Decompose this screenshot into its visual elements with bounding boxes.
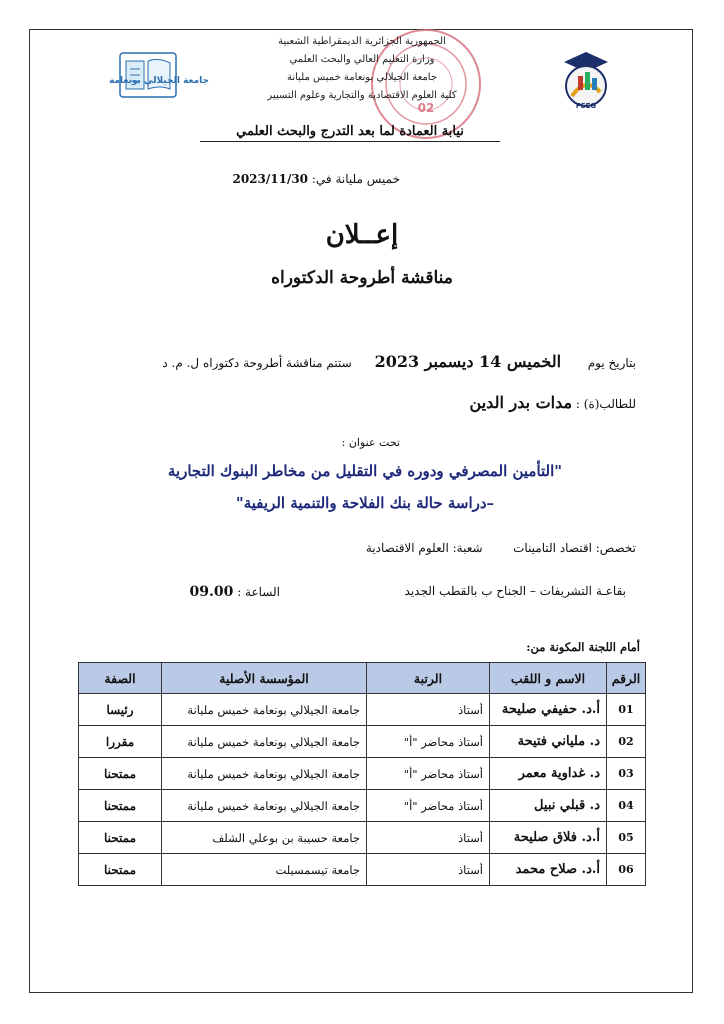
member-number: 06	[607, 854, 646, 886]
place-date-label: خميس مليانة في:	[311, 172, 400, 186]
member-rank: أستاذ	[367, 854, 490, 886]
member-role: ممتحنا	[79, 822, 162, 854]
member-number: 02	[607, 726, 646, 758]
page-subtitle: مناقشة أطروحة الدكتوراه	[271, 268, 453, 288]
branch-label: شعبة:	[452, 541, 483, 555]
place-date	[150, 172, 400, 186]
header-rank: الرتبة	[367, 663, 490, 694]
time-label: الساعة :	[237, 585, 280, 599]
place-date-value: 2023/11/30	[232, 172, 309, 186]
header-ministry: وزارة التعليم العالي والبحث العلمي	[289, 54, 435, 65]
member-number: 01	[607, 694, 646, 726]
specialty-label: تخصص:	[595, 541, 636, 555]
member-role: ممتحنا	[79, 758, 162, 790]
member-rank: أستاذ محاضر "أ"	[367, 758, 490, 790]
faculty-logo	[558, 46, 614, 112]
table-row	[79, 790, 646, 822]
member-name: أ.د. صلاح محمد	[490, 854, 607, 886]
member-name: د. ملياني فتيحة	[490, 726, 607, 758]
member-institution: جامعة الجيلالي بونعامة خميس مليانة	[162, 726, 367, 758]
member-number: 03	[607, 758, 646, 790]
member-name: د. قبلي نبيل	[490, 790, 607, 822]
defense-day: الخميس 14 ديسمبر 2023	[374, 352, 562, 371]
header-name: الاسم و اللقب	[490, 663, 607, 694]
member-role: رئيسا	[79, 694, 162, 726]
member-institution: جامعة الجيلالي بونعامة خميس مليانة	[162, 758, 367, 790]
dean-office-title: نيابة العمادة لما بعد التدرج والبحث العلمي	[200, 124, 500, 142]
member-name: د. غداوية معمر	[490, 758, 607, 790]
specialty-line	[300, 541, 636, 555]
student-name: مدات بدر الدين	[469, 393, 573, 412]
header-institution: المؤسسة الأصلية	[162, 663, 367, 694]
committee-header-row	[79, 663, 646, 694]
table-row	[79, 694, 646, 726]
member-role: ممتحنا	[79, 854, 162, 886]
table-row	[79, 822, 646, 854]
member-rank: أستاذ	[367, 694, 490, 726]
member-name: أ.د. حفيفي صليحة	[490, 694, 607, 726]
svg-text:02: 02	[417, 101, 435, 115]
student-line	[300, 393, 636, 412]
committee-table	[78, 662, 646, 886]
member-role: ممتحنا	[79, 790, 162, 822]
svg-text:جامعة الجيلالي بونعامة: جامعة الجيلالي بونعامة	[108, 76, 210, 86]
header-role: الصفة	[79, 663, 162, 694]
thesis-title-line2: –دراسة حالة بنك الفلاحة والتنمية الريفية"	[235, 494, 495, 512]
svg-text:FSEG: FSEG	[575, 102, 597, 110]
thesis-title-line1: "التأمين المصرفي ودوره في التقليل من مخاطر البنوك التجارية	[167, 462, 563, 480]
header-university: جامعة الجيلالي بونعامة خميس مليانة	[286, 72, 438, 83]
time-line	[150, 584, 280, 600]
page-title: إعــلان	[325, 220, 399, 250]
date-prefix: بتاريخ يوم	[587, 356, 636, 370]
member-name: أ.د. فلاق صليحة	[490, 822, 607, 854]
member-rank: أستاذ محاضر "أ"	[367, 726, 490, 758]
specialty-value: اقتصاد التامينات	[513, 541, 592, 555]
member-role: مقررا	[79, 726, 162, 758]
student-label: للطالب(ة) :	[575, 397, 636, 411]
member-institution: جامعة الجيلالي بونعامة خميس مليانة	[162, 694, 367, 726]
committee-intro: أمام اللجنة المكونة من:	[526, 640, 640, 654]
member-rank: أستاذ	[367, 822, 490, 854]
venue: بقاعـة التشريفات – الجناح ب بالقطب الجديد	[404, 584, 626, 598]
member-number: 04	[607, 790, 646, 822]
date-suffix: ستتم مناقشة أطروحة دكتوراه ل. م. د	[162, 356, 352, 370]
branch-value: العلوم الاقتصادية	[365, 541, 449, 555]
member-institution: جامعة حسيبة بن بوعلي الشلف	[162, 822, 367, 854]
under-title-label: تحت عنوان :	[341, 436, 400, 449]
member-institution: جامعة الجيلالي بونعامة خميس مليانة	[162, 790, 367, 822]
table-row	[79, 758, 646, 790]
university-logo	[108, 47, 210, 103]
table-row	[79, 854, 646, 886]
header-faculty: كلية العلوم الاقتصادية والتجارية وعلوم التسيير	[267, 90, 457, 101]
header-number: الرقم	[607, 663, 646, 694]
member-number: 05	[607, 822, 646, 854]
member-rank: أستاذ محاضر "أ"	[367, 790, 490, 822]
member-institution: جامعة تيسمسيلت	[162, 854, 367, 886]
time-value: 09.00	[189, 584, 234, 600]
announcement-date-line	[140, 352, 636, 371]
table-row	[79, 726, 646, 758]
header-republic: الجمهورية الجزائرية الديمقراطية الشعبية	[278, 36, 446, 47]
